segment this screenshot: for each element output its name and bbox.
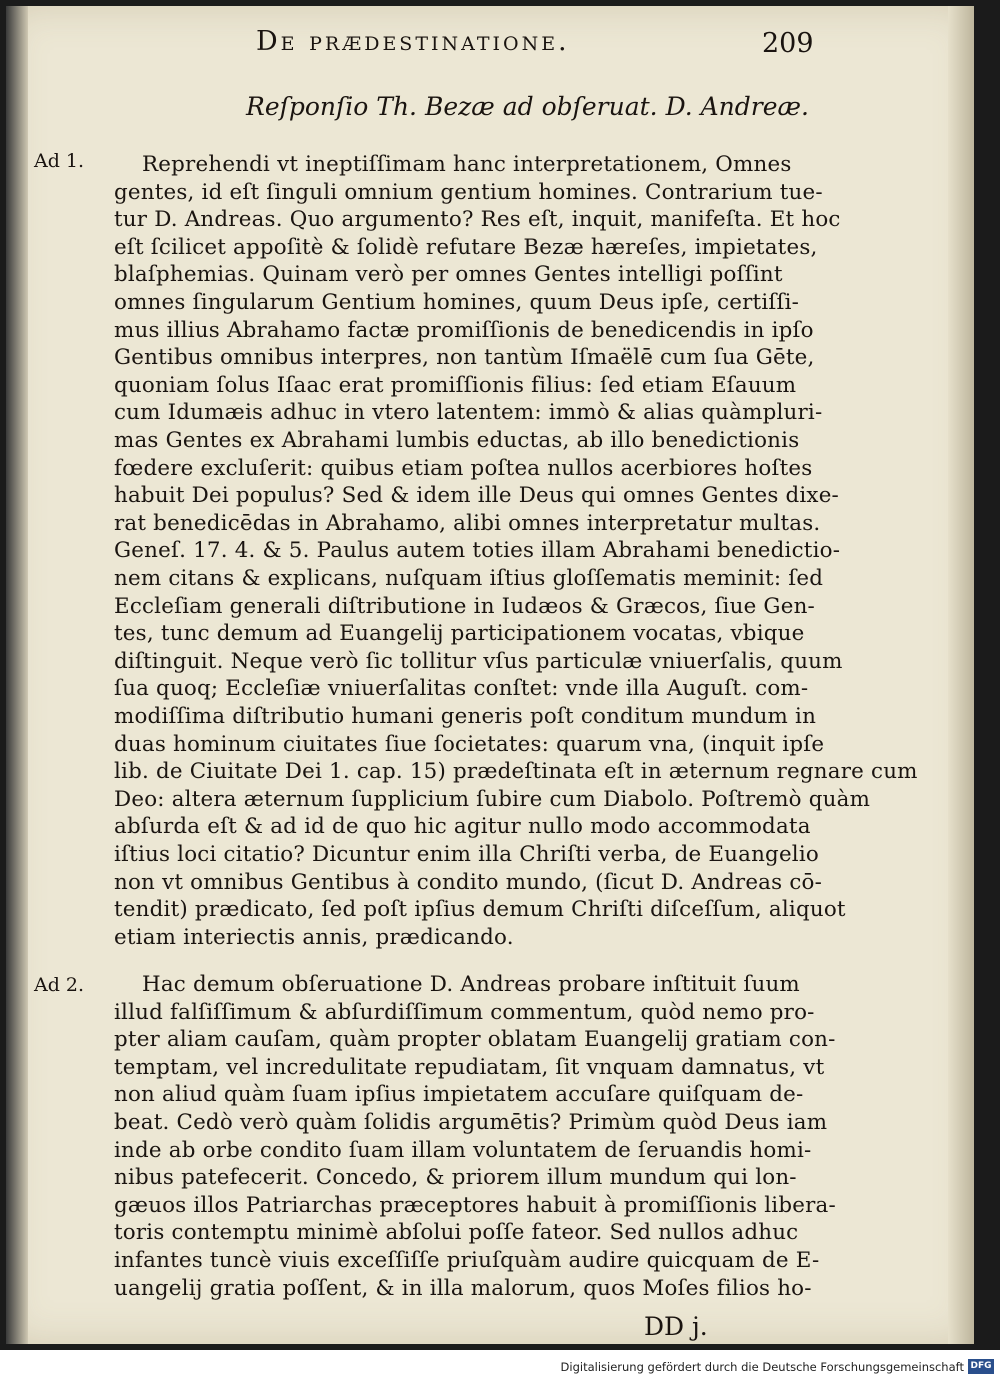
text-line: pter aliam cauſam, quàm propter oblatam Euangelij gratiam con- [114, 1027, 836, 1053]
text-line: infantes tuncè viuis exceſſiſſe priuſquàm audire quicquam de E- [114, 1248, 820, 1273]
text-line: tendit) prædicato, ſed poſt ipſius demum Chriſti diſceſſum, aliquot [114, 897, 846, 923]
text-line: etiam interiectis annis, prædicando. [114, 924, 514, 950]
page-number: 209 [762, 28, 814, 59]
text-line: toris contemptu minimè abſolui poſſe fateor. Sed nullos adhuc [114, 1220, 799, 1246]
text-line: gæuos illos Patriarchas præceptores habuit à promiſſionis libera- [114, 1192, 836, 1218]
text-line: Geneſ. 17. 4. & 5. Paulus autem toties illam Abrahami benedictio- [114, 538, 841, 564]
text-line: Eccleſiam generali diſtributione in Iudæos & Græcos, ſiue Gen- [114, 593, 815, 619]
text-line: Hac demum obſeruatione D. Andreas probare inſtituit ſuum [142, 972, 800, 997]
text-line: inde ab orbe condito ſuam illam voluntatem de ſeruandis homi- [114, 1137, 812, 1163]
text-line: mas Gentes ex Abrahami lumbis eductas, ab illo benedictionis [114, 428, 800, 453]
text-line: Reprehendi vt ineptiſſimam hanc interpretationem, Omnes [142, 152, 792, 177]
page-edge [948, 6, 974, 1344]
text-line: nem citans & explicans, nuſquam iſtius gloſſematis meminit: ſed [114, 566, 824, 591]
text-line: diſtinguit. Neque verò ſic tollitur vſus particulæ vniuerſalis, quum [114, 648, 843, 674]
funding-notice: Digitalisierung gefördert durch die Deutsche Forschungsgemeinschaft [560, 1360, 964, 1374]
text-line: lib. de Ciuitate Dei 1. cap. 15) prædeſtinata eſt in æternum regnare cum [114, 759, 918, 785]
text-line: gentes, id eſt ſinguli omnium gentium homines. Contrarium tue- [114, 179, 823, 205]
text-line: mus illius Abrahamo factæ promiſſionis de benedicendis in ipſo [114, 317, 814, 343]
text-line: tes, tunc demum ad Euangelij participationem vocatas, vbique [114, 621, 805, 647]
text-line: illud falſiſſimum & abſurdiſſimum commentum, quòd nemo pro- [114, 999, 815, 1025]
text-line: iſtius loci citatio? Dicuntur enim illa Chriſti verba, de Euangelio [114, 842, 819, 867]
running-head: De prædestinatione. [256, 26, 570, 57]
text-line: abſurda eſt & ad id de quo hic agitur nullo modo accommodata [114, 814, 811, 840]
text-line: blaſphemias. Quinam verò per omnes Gentes intelligi poſſint [114, 262, 783, 288]
text-line: non vt omnibus Gentibus à condito mundo, (ſicut D. Andreas cō- [114, 869, 823, 895]
text-line: uangelij gratia poſſent, & in illa malorum, quos Moſes filios ho- [114, 1275, 812, 1301]
text-line: Gentibus omnibus interpres, non tantùm Iſmaëlē cum ſua Gēte, [114, 345, 815, 371]
margin-note-1: Ad 1. [34, 150, 85, 172]
text-line: temptam, vel incredulitate repudiatam, ſit vnquam damnatus, vt [114, 1054, 825, 1080]
text-line: quoniam ſolus Iſaac erat promiſſionis filius: ſed etiam Eſauum [114, 372, 797, 398]
text-line: rat benedicēdas in Abrahamo, alibi omnes interpretatur multas. [114, 510, 821, 536]
text-line: nibus patefecerit. Concedo, & priorem illum mundum qui lon- [114, 1165, 797, 1191]
text-line: Deo: altera æternum ſupplicium ſubire cum Diabolo. Poſtremò quàm [114, 786, 871, 812]
text-line: duas hominum ciuitates ſiue ſocietates: quarum vna, (inquit ipſe [114, 731, 825, 757]
text-line: non aliud quàm ſuam ipſius impietatem accuſare quiſquam de- [114, 1082, 804, 1108]
text-line: beat. Cedò verò quàm ſolidis argumētis? Primùm quòd Deus iam [114, 1110, 828, 1135]
dfg-logo: DFG [968, 1359, 994, 1374]
text-line: tur D. Andreas. Quo argumento? Res eſt, inquit, manifeſta. Et hoc [114, 207, 841, 233]
footer-bar [0, 1350, 1000, 1384]
book-page [6, 6, 974, 1344]
text-line: omnes ſingularum Gentium homines, quum Deus ipſe, certiſſi- [114, 290, 800, 315]
text-line: modiſſima diſtributio humani generis poſt conditum mundum in [114, 704, 817, 729]
text-line: ſua quoq; Eccleſiæ vniuerſalitas conſtet: vnde illa Auguſt. com- [114, 676, 809, 702]
signature-mark: DD j. [644, 1312, 708, 1341]
section-heading: Reſponſio Th. Bezæ ad obſeruat. D. Andreæ. [246, 92, 809, 121]
text-line: cum Idumæis adhuc in vtero latentem: immò & alias quàmpluri- [114, 400, 823, 426]
book-spine [6, 6, 28, 1344]
text-line: eſt ſcilicet appoſitè & ſolidè refutare Bezæ hæreſes, impietates, [114, 234, 818, 260]
text-line: fœdere excluſerit: quibus etiam poſtea nullos acerbiores hoſtes [114, 455, 813, 481]
text-line: habuit Dei populus? Sed & idem ille Deus qui omnes Gentes dixe- [114, 483, 839, 509]
margin-note-2: Ad 2. [34, 974, 85, 996]
